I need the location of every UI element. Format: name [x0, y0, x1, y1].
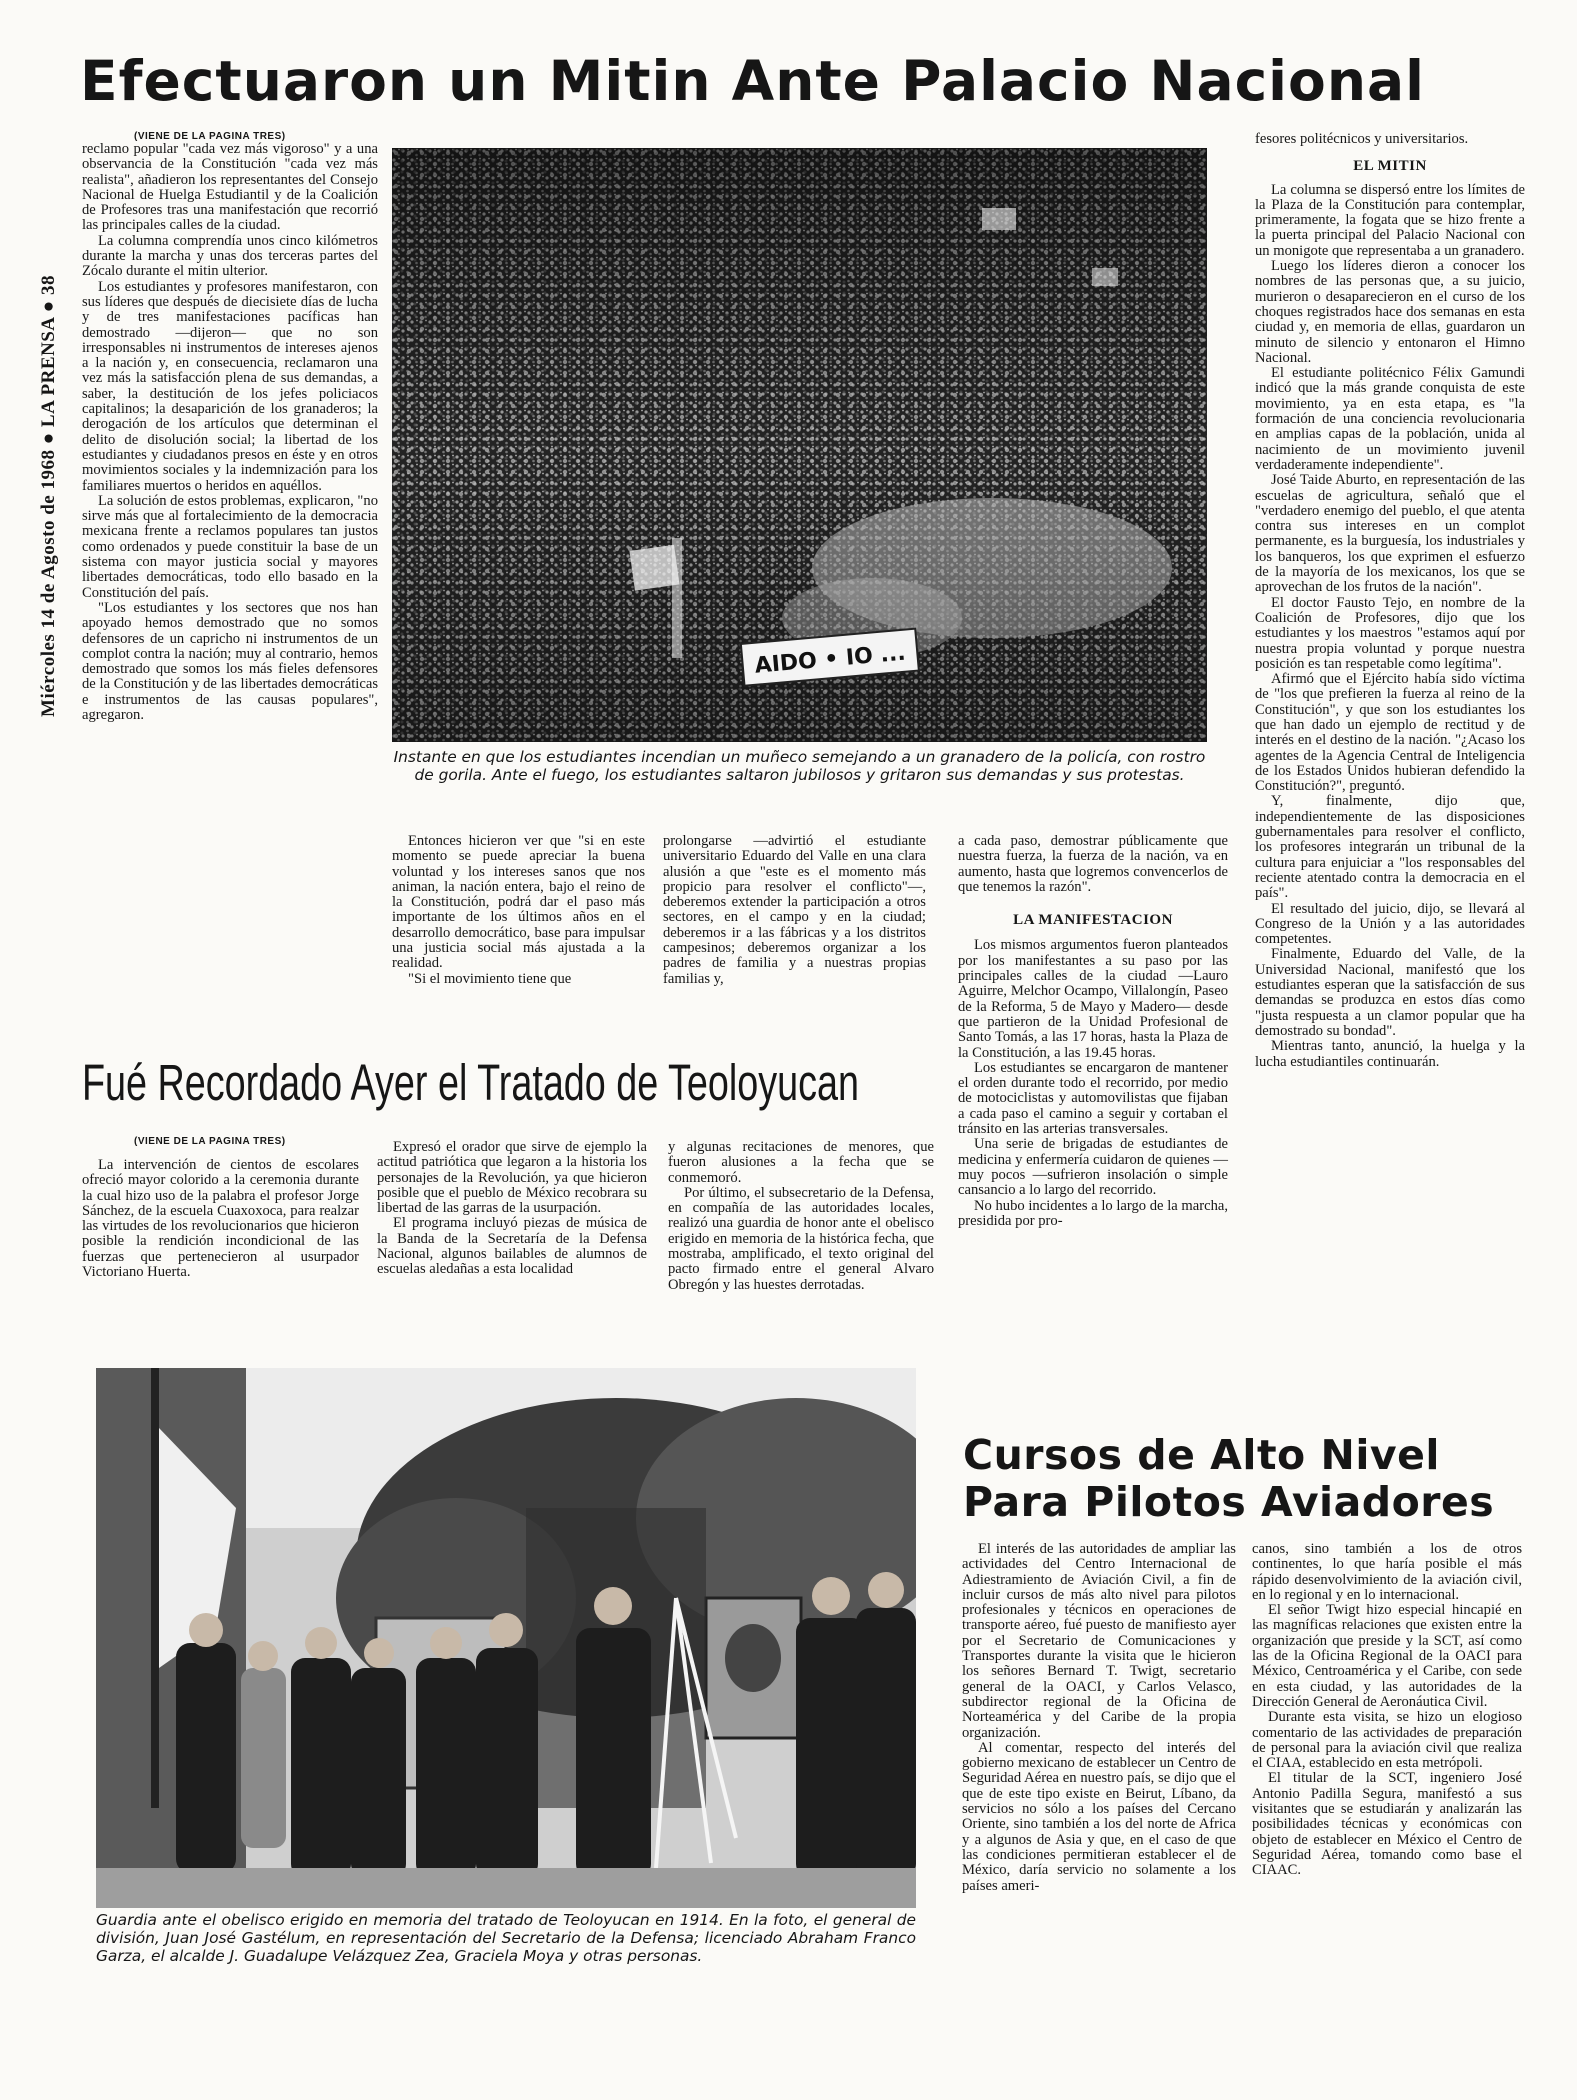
paragraph: La intervención de cientos de escolares ofreció mayor colorido a la ceremonia durante la cual hizo uso de la palabra el profesor Jorge Sánchez, de la escuela Cuaxoxoca, para realzar las virtudes de los revolucionarios que hicieron posible la rendición incondicional de las fuerzas que pertenecieron al usurpador Victoriano Huerta.	[82, 1157, 359, 1281]
paragraph: reclamo popular "cada vez más vigoroso" y a una observancia de la Constitución "cada vez más realista", añadieron los representantes del Consejo Nacional de Huelga Estudiantil y de la Coalición de Profesores tras una manifestación que recorrió las principales calles de la ciudad.	[82, 141, 378, 234]
photo-student-rally	[392, 148, 1207, 742]
paragraph: El estudiante politécnico Félix Gamundi indicó que la más grande conquista de este movimiento, ya en esta etapa, es "la formación de una conciencia revolucionaria en amplias capas de la población, unida al nacimiento de un movimiento juvenil verdaderamente independiente".	[1255, 365, 1525, 473]
article2-column-3	[668, 1140, 934, 1293]
continued-from-label-1: (VIENE DE LA PAGINA TRES)	[134, 131, 286, 142]
paragraph: Luego los líderes dieron a conocer los nombres de las personas que, a su juicio, murieron o desaparecieron en el curso de los choques registrados hace dos semanas en esta ciudad y, en memoria de ellas, guardaron un minuto de silencio y entonaron el Himno Nacional.	[1255, 258, 1525, 366]
paragraph: Los estudiantes y profesores manifestaron, con sus líderes que después de diecisiete días de lucha y de tres manifestaciones pacíficas han demostrado —dijeron— que no son irresponsables ni instrumentos de intereses ajenos a la nación y, en consecuencia, reclamaron una vez más la satisfacción plena de sus demandas, a saber, la destitución de los jefes policiacos capitalinos; la desaparición de los granaderos; la derogación de los artículos que determinan el delito de disolución social; la libertad de los estudiantes y ciudadanos presos en éste y en otros movimientos sociales y la indemnización para los familiares muertos o heridos en aquéllos.	[82, 278, 378, 494]
paragraph: Una serie de brigadas de estudiantes de medicina y enfermería cuidaron de quienes —muy pocos —sufrieron insolación o simple cansancio a lo largo del recorrido.	[958, 1136, 1228, 1199]
paragraph: La columna se dispersó entre los límites de la Plaza de la Constitución para contemplar, primeramente, la fogata que se hizo frente a la puerta principal del Palacio Nacional con un monigote que representaba a un granadero.	[1255, 181, 1525, 259]
paragraph: El resultado del juicio, dijo, se llevará al Congreso de la Unión y a las autoridades competentes.	[1255, 900, 1525, 948]
paragraph: El titular de la SCT, ingeniero José Antonio Padilla Segura, manifestó a sus visitantes que se estudiarán y analizarán las posibilidades técnicas y económicas con objeto de establecer en México el Centro de Seguridad Aérea, tomando como base el CIAAC.	[1252, 1770, 1522, 1879]
paragraph: Entonces hicieron ver que "si en este momento se puede apreciar la buena voluntad y los intereses sanos que nos animan, la nación entera, bajo el reino de la Constitución, podrá dar el paso más importante de los últimos años en el desarrollo democrático, base para impulsar una justicia social más ajustada a la realidad.	[392, 833, 645, 972]
paragraph: Mientras tanto, anunció, la huelga y la lucha estudiantiles continuarán.	[1255, 1038, 1525, 1070]
paragraph: La columna comprendía unos cinco kilómetros durante la marcha y unas dos terceras partes del Zócalo durante el mitin ulterior.	[82, 232, 378, 280]
headline-line: Para Pilotos Aviadores	[963, 1478, 1495, 1526]
paragraph: "Los estudiantes y los sectores que nos han apoyado hemos demostrado que no somos defensores de un capricho ni instrumentos de un complot contra la nación; muy al contrario, hemos demostrado que somos los más fieles defensores de la Constitución y de las libertades democráticas e instrumentos de las causas populares", agregaron.	[82, 599, 378, 723]
article1-column-2	[392, 834, 645, 987]
continued-from-label-2: (VIENE DE LA PAGINA TRES)	[134, 1136, 286, 1147]
article1-column-1	[82, 142, 378, 723]
paragraph: prolongarse —advirtió el estudiante universitario Eduardo del Valle en una clara alusión a que "este es el momento más propicio para resolver el conflicto"—, deberemos extender la participación a otros sectores, en el campo y en la ciudad; deberemos ir a las fábricas y a los distritos campesinos; deberemos organizar a los padres de familia y a nuestras propias familias y,	[663, 833, 926, 987]
paragraph: Finalmente, Eduardo del Valle, de la Universidad Nacional, manifestó que los estudiantes esperan que la satisfacción de sus demandas se produzca en estos días como "justa respuesta a un clamor popular que ha demostrado su bondad".	[1255, 946, 1525, 1039]
paragraph: Y, finalmente, dijo que, independientemente de las disposiciones gubernamentales para resolver el conflicto, los profesores integrarán un tribunal de la cultura para enjuiciar a "los responsables del reciente atentado contra la democracia en el país".	[1255, 793, 1525, 902]
paragraph: Afirmó que el Ejército había sido víctima de "los que prefieren la fuerza al reino de la Constitución", y que son los estudiantes los que han dado un ejemplo de rectitud y de interés en el destino de la nación. "¿Acaso los agentes de la Agencia Central de Inteligencia de los Estados Unidos hubieran defendido la Constitución?", preguntó.	[1255, 671, 1525, 795]
paragraph: y algunas recitaciones de menores, que fueron alusiones a la fecha que se conmemoró.	[668, 1139, 934, 1186]
headline-main: Efectuaron un Mitin Ante Palacio Nacional	[80, 49, 1425, 113]
headline-teoloyucan: Fué Recordado Ayer el Tratado de Teoloyucan	[82, 1054, 859, 1111]
paragraph: Durante esta visita, se hizo un elogioso comentario de las actividades de preparación de personal para la aviación civil que realiza el CIAA, establecido en esta metrópoli.	[1252, 1709, 1522, 1772]
article3-column-1	[962, 1542, 1236, 1894]
photo2-caption: Guardia ante el obelisco erigido en memoria del tratado de Teoloyucan en 1914. En la foto, el general de división, Juan José Gastélum, en representación del Secretario de la Defensa; licenciado Abraham Franco Garza, el alcalde J. Guadalupe Velázquez Zea, Graciela Moya y otras personas.	[96, 1911, 916, 1965]
paragraph: La solución de estos problemas, explicaron, "no sirve más que al fortalecimiento de la democracia mexicana frente a reclamos populares tan justos como ordenados y puede constituir la base de un sistema con mayor justicia social y mayores libertades democráticas, todo ello basado en la Constitución del país.	[82, 492, 378, 601]
sidebar-date-paper-page: Miércoles 14 de Agosto de 1968 ● LA PRENSA ● 38	[38, 275, 59, 717]
photo-teoloyucan-ceremony	[96, 1368, 916, 1908]
paragraph: El interés de las autoridades de ampliar las actividades del Centro Internacional de Adiestramiento de Aviación Civil, a fin de incluir cursos de más alto nivel para pilotos profesionales y técnicos en operaciones de transporte aéreo, fué puesto de manifiesto ayer por el Secretario de Comunicaciones y Transportes durante la visita que le hicieron los señores Bernard T. Twigt, secretario general de la OACI, y Carlos Velasco, subdirector regional de la Oficina de Norteamérica y del Caribe de la propia organización.	[962, 1541, 1236, 1741]
paragraph: José Taide Aburto, en representación de las escuelas de agricultura, señaló que el "verdadero enemigo del pueblo, el que atenta contra sus intereses en un complot permanente, es la burguesía, los industriales y los banqueros, los que exprimen el esfuerzo de la mayoría de los mexicanos, los que se aprovechan de los frutos de la nación".	[1255, 472, 1525, 596]
paragraph: Expresó el orador que sirve de ejemplo la actitud patriótica que legaron a la historia los personajes de la Revolución, ya que hicieron posible que el pueblo de México recobrara su libertad de las garras de la usurpación.	[377, 1139, 647, 1217]
paragraph: Al comentar, respecto del interés del gobierno mexicano de establecer un Centro de Seguridad Aérea en nuestro país, se dijo que el que de este tipo existe en Beirut, Líbano, da servicios no sólo a los países del Cercano Oriente, sino también a los del norte de Africa y a algunos de Asia y que, en el caso de que las condiciones permitieran establecer el de México, daría servicio no solamente a los países ameri-	[962, 1739, 1236, 1894]
photo1-caption: Instante en que los estudiantes incendian un muñeco semejando a un granadero de la policía, con rostro de gorila. Ante el fuego, los estudiantes saltaron jubilosos y gritaron sus demandas y sus protestas.	[393, 748, 1206, 784]
paragraph: a cada paso, demostrar públicamente que nuestra fuerza, la fuerza de la nación, va en aumento, hasta que logremos convencerlos de que tenemos la razón".	[958, 833, 1228, 895]
subhead-manifestacion: LA MANIFESTACION	[1013, 912, 1173, 929]
headline-line: Cursos de Alto Nivel	[963, 1431, 1440, 1479]
article1-column-4	[958, 834, 1228, 1229]
article3-column-2	[1252, 1542, 1522, 1879]
paragraph: Los estudiantes se encargaron de mantener el orden durante todo el recorrido, por medio de motociclistas y automovilistas que fijaban a cada paso el camino a seguir y cortaban el tránsito en las arterias transversales.	[958, 1059, 1228, 1138]
paragraph: El señor Twigt hizo especial hincapié en las magníficas relaciones que existen entre la organización que preside y la SCT, así como las de la Oficina Regional de la OACI para México, Centroamérica y el Caribe, con sede en esta ciudad, y las autoridades de la Dirección General de Aeronáutica Civil.	[1252, 1602, 1522, 1710]
page-sidebar	[36, 56, 62, 936]
paragraph: No hubo incidentes a lo largo de la marcha, presidida por pro-	[958, 1197, 1228, 1229]
protest-banner-text: AIDO • IO ...	[753, 640, 907, 679]
paragraph: canos, sino también a los de otros continentes, lo que haría posible el más rápido desenvolvimiento de la aviación civil, en lo regional y en lo internacional.	[1252, 1541, 1522, 1603]
paragraph: Por último, el subsecretario de la Defensa, en compañía de las autoridades locales, realizó una guardia de honor ante el obelisco erigido en memoria de la histórica fecha, que mostraba, amplificado, el texto original del pacto firmado entre el general Alvaro Obregón y las huestes derrotadas.	[668, 1184, 934, 1293]
headline-cursos-pilotos	[963, 1432, 1523, 1526]
paragraph: El doctor Fausto Tejo, en nombre de la Coalición de Profesores, dijo que los estudiantes y los maestros "estamos aquí por nuestra propia voluntad y porque nuestra posición es tan respetable como legítima".	[1255, 594, 1525, 672]
article2-column-1	[82, 1158, 359, 1280]
article1-column-3	[663, 834, 926, 987]
paragraph: "Si el movimiento tiene que	[408, 970, 572, 987]
subhead-mitin: EL MITIN	[1353, 158, 1427, 175]
paragraph: El programa incluyó piezas de música de la Banda de la Secretaría de la Defensa Nacional, algunos bailables de alumnos de escuelas aledañas a esta localidad	[377, 1215, 647, 1278]
paragraph: fesores politécnicos y universitarios.	[1255, 131, 1469, 147]
article2-column-2	[377, 1140, 647, 1278]
article1-column-5	[1255, 132, 1525, 1070]
paragraph: Los mismos argumentos fueron planteados por los manifestantes a su paso por las principales calles de la ciudad —Lauro Aguirre, Melchor Ocampo, Villalongín, Paseo de la Reforma, 5 de Mayo y Madero— desde que partieron de la Unidad Profesional de Santo Tomás, a las 17 horas, hasta la Plaza de la Constitución, a las 19.45 horas.	[958, 937, 1228, 1061]
